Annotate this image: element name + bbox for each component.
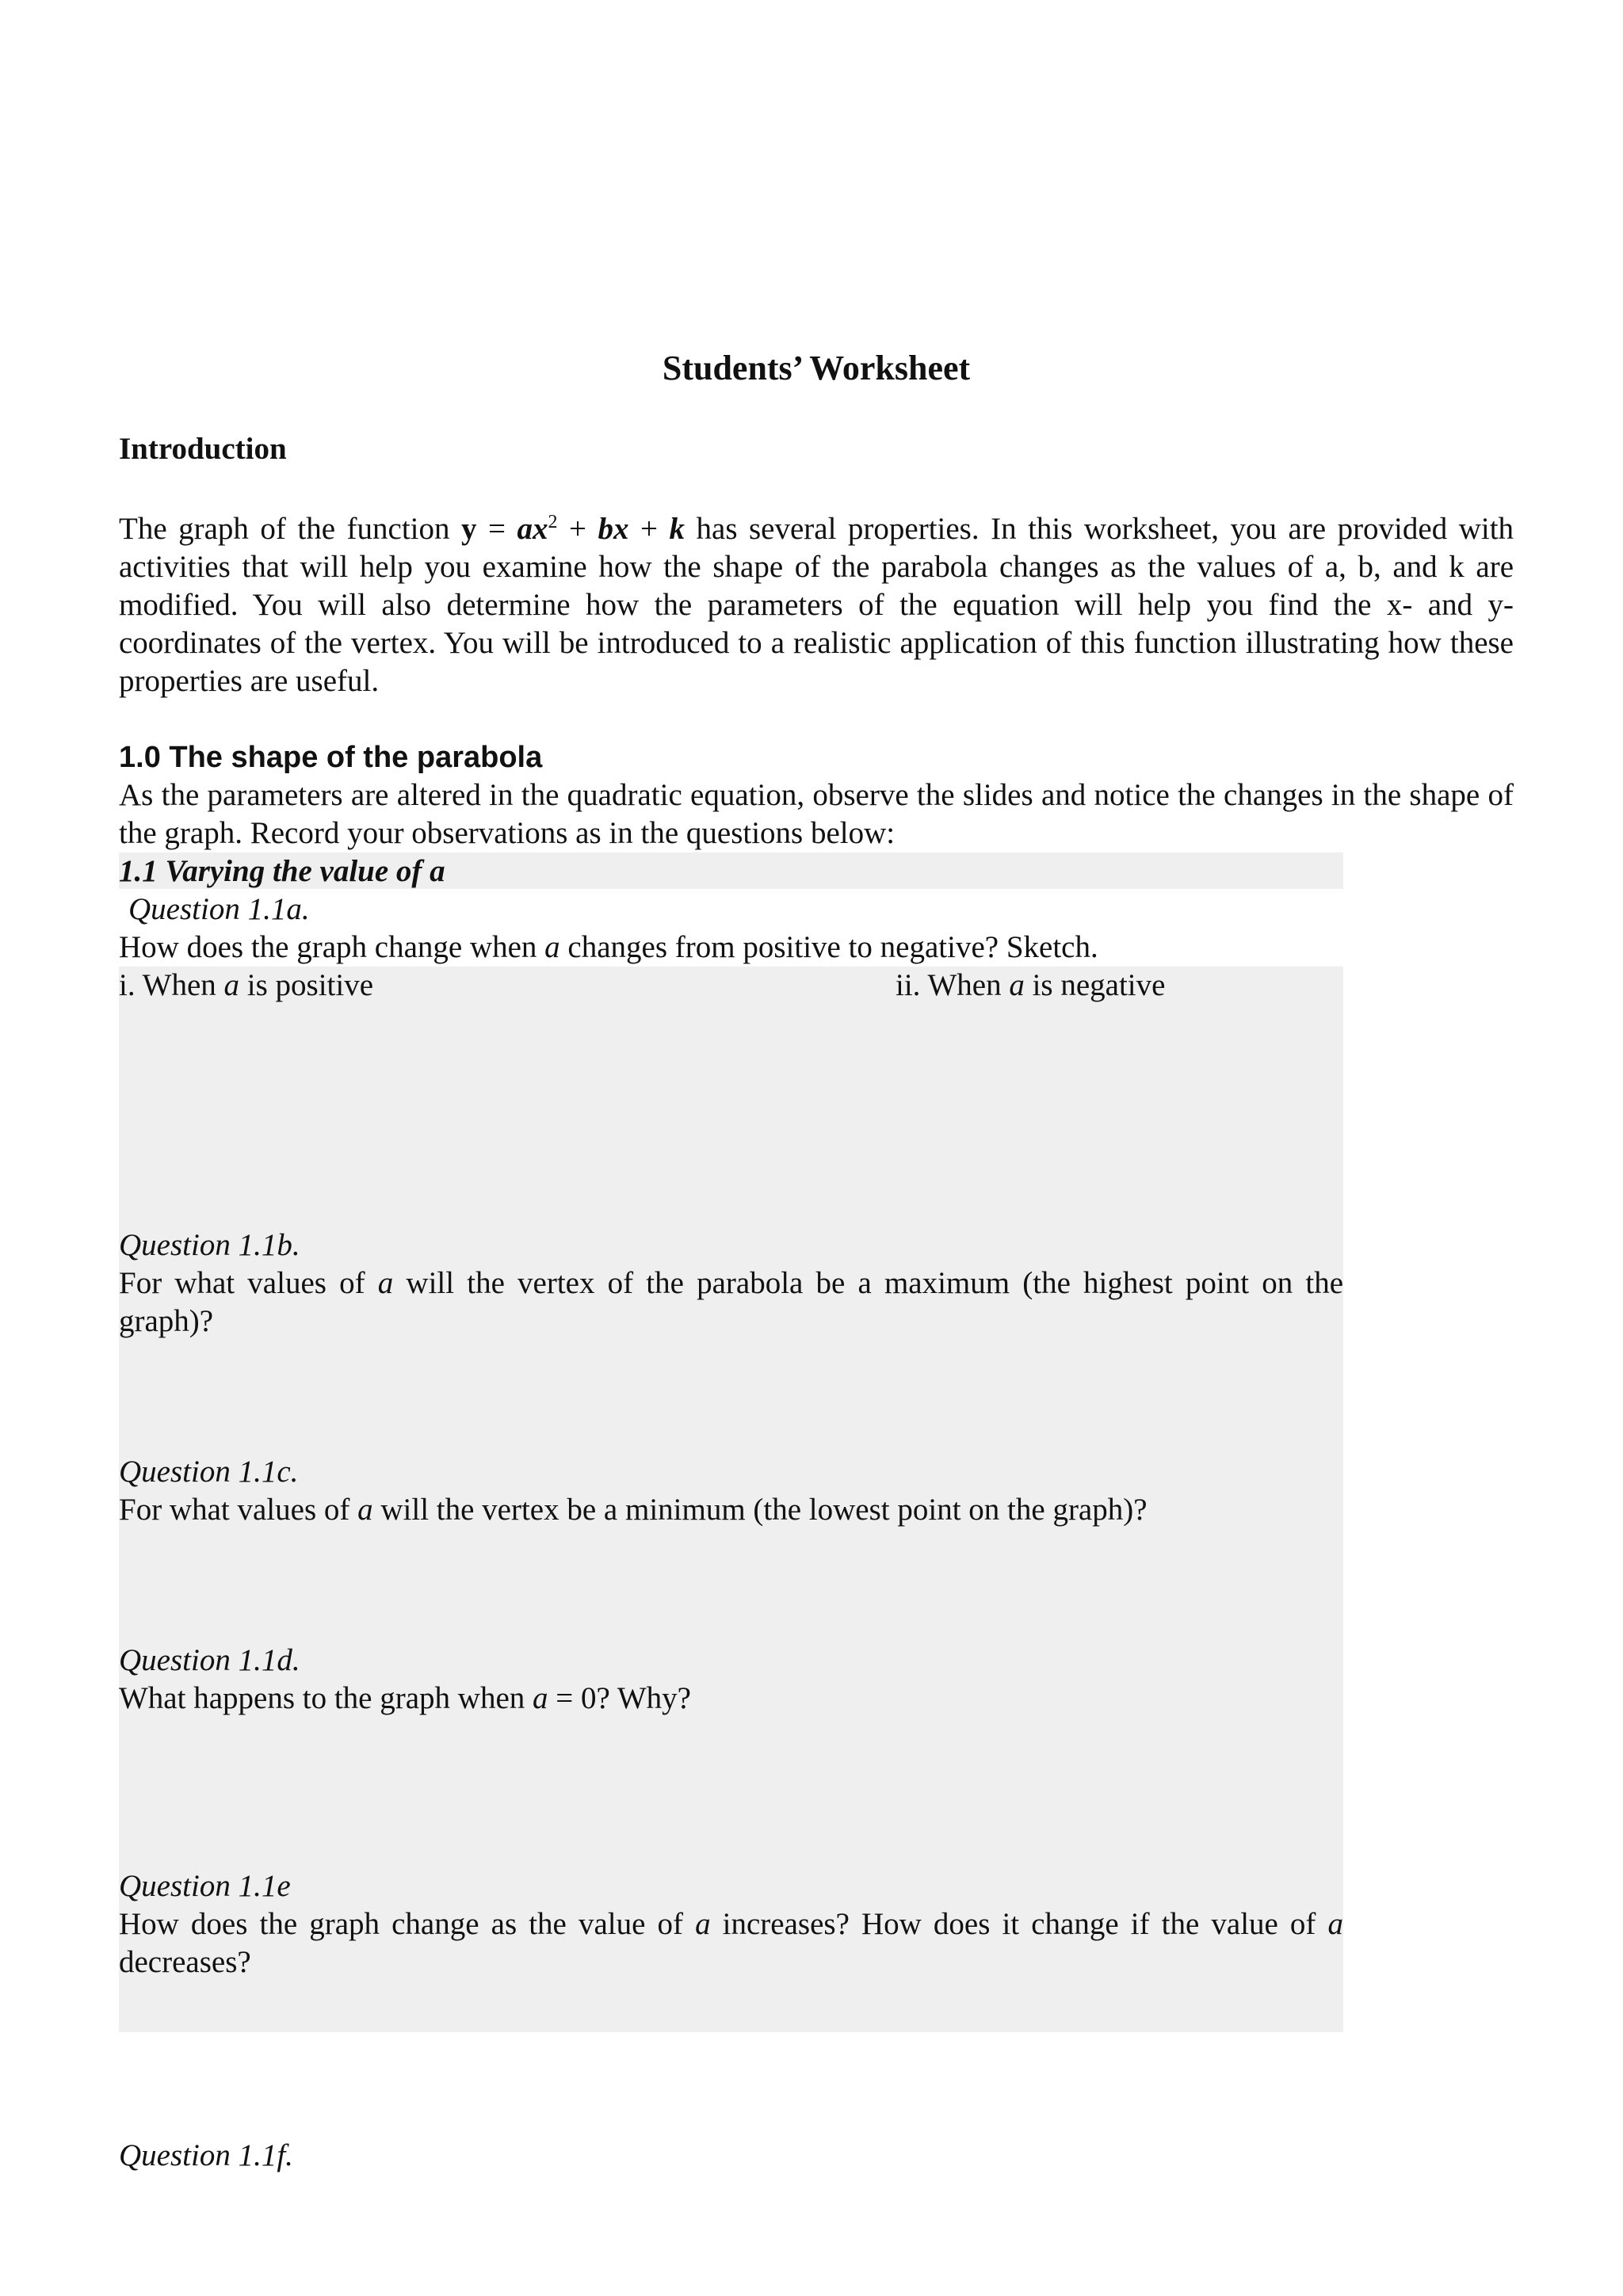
worksheet-page xyxy=(119,0,1514,2296)
section-paragraph: As the parameters are altered in the quadratic equation, observe the slides and notice the changes in the shape of the graph. Record your observations as in the questions below: xyxy=(119,778,1514,850)
question-1-1d-label: Question 1.1d. xyxy=(119,1643,300,1677)
section-heading: 1.0 The shape of the parabola xyxy=(119,741,543,774)
question-1-1e-text: How does the graph change as the value of a increases? How does it change if the value of a decreases? xyxy=(119,1907,1343,1979)
question-1-1d-text: What happens to the graph when a = 0? Why? xyxy=(119,1681,691,1715)
sketch-negative-label: ii. When a is negative xyxy=(896,968,1166,1002)
introduction-paragraph: The graph of the function $y = ax^2$ + bx + k has several properties. In this worksheet, you are provided with activities that will help you examine how the shape of the parabola changes as the values of a, b, and k are modified. You will also determine how the parameters of the equation will help you find the x- and y-coordinates of the vertex. You will be introduced to a realistic application of this function illustrating how these properties are useful. xyxy=(119,512,1514,698)
subsection-heading: 1.1 Varying the value of a xyxy=(119,854,445,888)
question-1-1c-label: Question 1.1c. xyxy=(119,1455,299,1489)
question-1-1b-text: For what values of a will the vertex of the parabola be a maximum (the highest point on the graph)? xyxy=(119,1266,1343,1338)
question-1-1e-label: Question 1.1e xyxy=(119,1869,291,1903)
question-1-1c-text: For what values of a will the vertex be a minimum (the lowest point on the graph)? xyxy=(119,1493,1148,1527)
sketch-positive-label: i. When a is positive xyxy=(119,968,374,1002)
question-1-1a-text: How does the graph change when a changes from positive to negative? Sketch. xyxy=(119,930,1098,964)
question-1-1f-label: Question 1.1f. xyxy=(119,2138,293,2172)
question-1-1b-label: Question 1.1b. xyxy=(119,1228,300,1262)
quadratic-formula: $y = ax^2$ + bx + k xyxy=(461,512,685,546)
page-title: Students’ Worksheet xyxy=(662,349,971,387)
introduction-heading: Introduction xyxy=(119,432,287,466)
question-1-1a-label: Question 1.1a. xyxy=(128,892,310,926)
